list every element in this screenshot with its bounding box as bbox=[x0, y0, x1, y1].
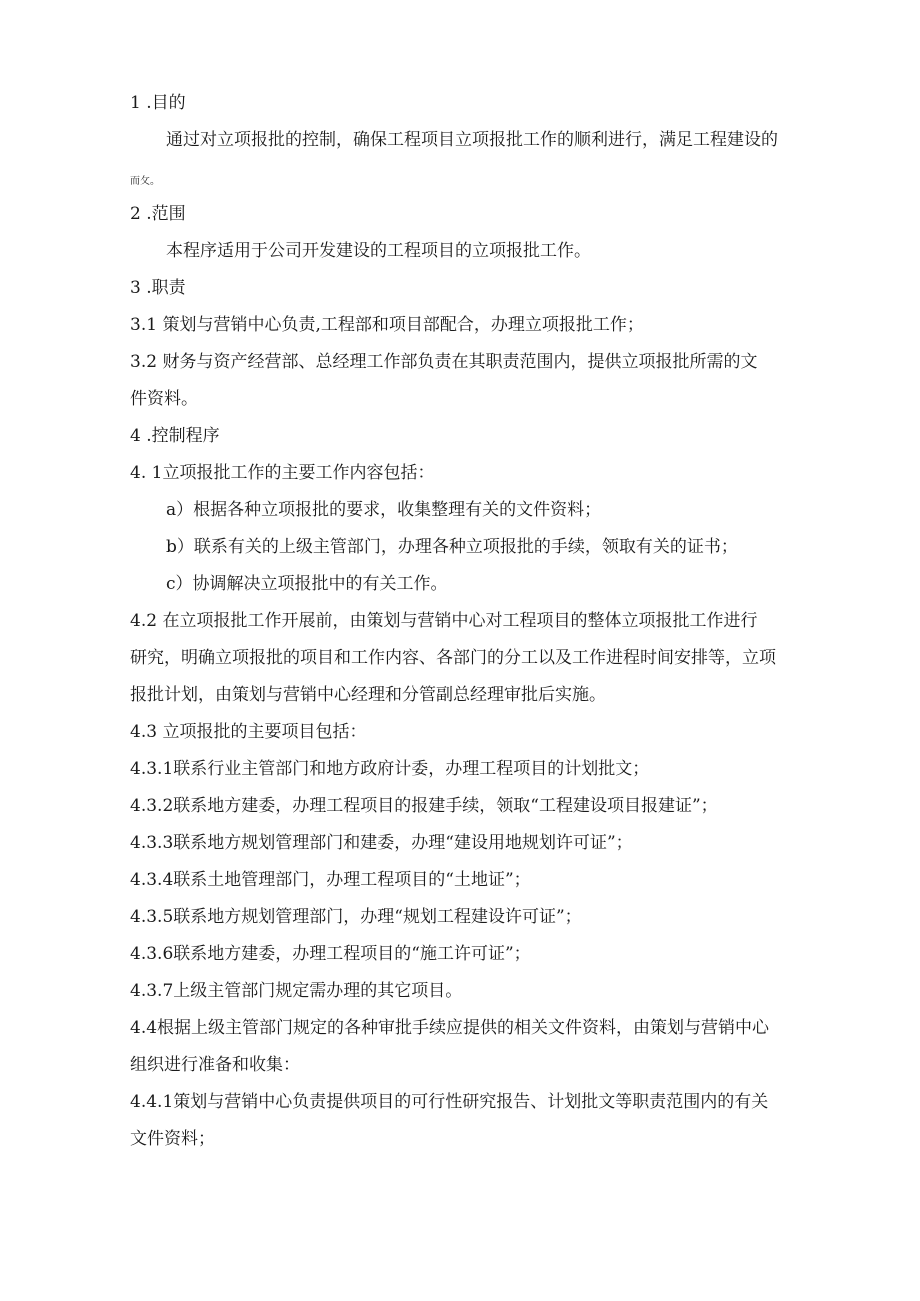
clause-4-2: 4.2 在立项报批工作开展前，由策划与营销中心对工程项目的整体立项报批工作进行 bbox=[130, 611, 758, 631]
paragraph-line: 研究，明确立项报批的项目和工作内容、各部门的分工以及工作进程时间安排等，立项 bbox=[130, 648, 776, 668]
heading-purpose: 1 .目的 bbox=[130, 93, 186, 113]
clause-4-3-5: 4.3.5联系地方规划管理部门，办理“规划工程建设许可证”； bbox=[130, 907, 582, 927]
clause-4-3-4: 4.3.4联系土地管理部门，办理工程项目的“土地证”； bbox=[130, 870, 531, 890]
paragraph-line: 通过对立项报批的控制，确保工程项目立项报批工作的顺利进行，满足工程建设的 bbox=[166, 130, 778, 150]
clause-4-3-7: 4.3.7上级主管部门规定需办理的其它项目。 bbox=[130, 981, 463, 1001]
paragraph-line: 报批计划，由策划与营销中心经理和分管副总经理审批后实施。 bbox=[130, 685, 606, 705]
clause-4-1: 4. 1立项报批工作的主要工作内容包括： bbox=[130, 463, 435, 483]
clause-4-4-1: 4.4.1策划与营销中心负责提供项目的可行性研究报告、计划批文等职责范围内的有关 bbox=[130, 1092, 769, 1112]
clause-4-3: 4.3 立项报批的主要项目包括： bbox=[130, 722, 367, 742]
clause-3-1: 3.1 策划与营销中心负责,工程部和项目部配合，办理立项报批工作； bbox=[130, 315, 644, 335]
clause-3-2: 3.2 财务与资产经营部、总经理工作部负责在其职责范围内，提供立项报批所需的文 bbox=[130, 352, 758, 372]
clause-4-3-3: 4.3.3联系地方规划管理部门和建委，办理“建设用地规划许可证”； bbox=[130, 833, 633, 853]
paragraph-line: 而攵。 bbox=[130, 176, 160, 187]
paragraph-line: 本程序适用于公司开发建设的工程项目的立项报批工作。 bbox=[166, 241, 591, 261]
heading-responsibilities: 3 .职责 bbox=[130, 278, 186, 298]
paragraph-line: 文件资料； bbox=[130, 1129, 215, 1149]
list-item-b: b）联系有关的上级主管部门，办理各种立项报批的手续，领取有关的证书； bbox=[166, 537, 738, 557]
clause-4-4: 4.4根据上级主管部门规定的各种审批手续应提供的相关文件资料，由策划与营销中心 bbox=[130, 1018, 770, 1038]
paragraph-line: 组织进行准备和收集： bbox=[130, 1055, 300, 1075]
clause-4-3-6: 4.3.6联系地方建委，办理工程项目的“施工许可证”； bbox=[130, 944, 531, 964]
heading-control-procedure: 4 .控制程序 bbox=[130, 426, 220, 446]
heading-scope: 2 .范围 bbox=[130, 204, 186, 224]
list-item-a: a）根据各种立项报批的要求，收集整理有关的文件资料； bbox=[166, 500, 602, 520]
paragraph-line: 件资料。 bbox=[130, 389, 198, 409]
clause-4-3-1: 4.3.1联系行业主管部门和地方政府计委，办理工程项目的计划批文； bbox=[130, 759, 650, 779]
list-item-c: c）协调解决立项报批中的有关工作。 bbox=[166, 574, 448, 594]
clause-4-3-2: 4.3.2联系地方建委，办理工程项目的报建手续，领取“工程建设项目报建证”； bbox=[130, 796, 718, 816]
